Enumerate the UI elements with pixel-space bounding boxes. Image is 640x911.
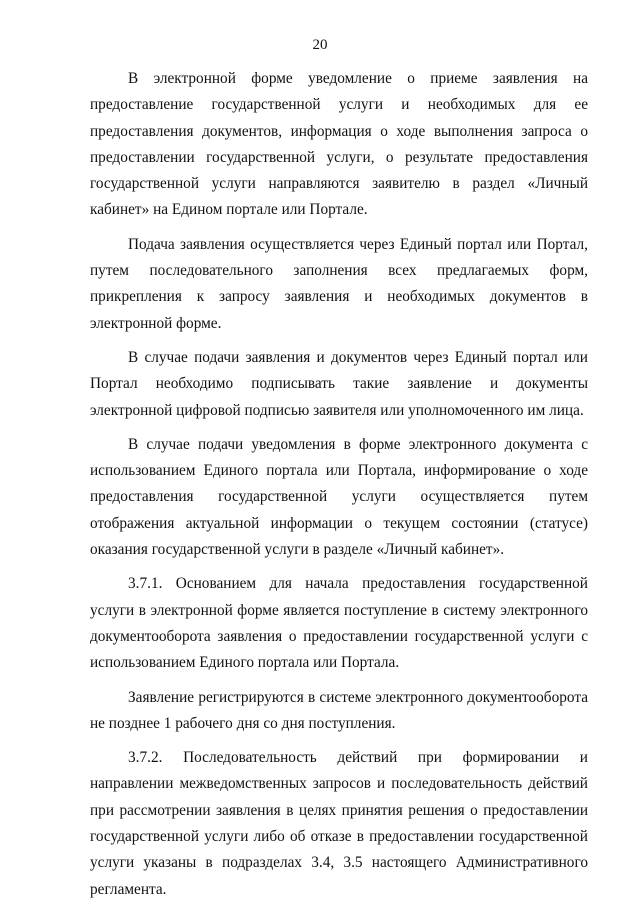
paragraph-application-submission: Подача заявления осуществляется через Единый портал или Портал, путем последовательного заполнения всех предлагаемых форм, прикрепления к запросу заявления и необходимых документов в электронной форме.: [90, 235, 588, 332]
paragraph-status-informing: В случае подачи уведомления в форме электронного документа с использованием Единого портала или Портала, информирование о ходе предоставления государственной услуги осуществляется путем отображения актуальной информации о текущем состоянии (статусе) оказания государственной услуги в разделе «Личный кабинет».: [90, 435, 588, 559]
document-body: [90, 66, 588, 911]
paragraph-electronic-notification: В электронной форме уведомление о приеме заявления на предоставление государственной услуги и необходимых для ее предоставления документов, информация о ходе выполнения запроса о предоставлении государственной услуги, о результате предоставления государственной услуги направляются заявителю в раздел «Личный кабинет» на Едином портале или Портале.: [90, 70, 588, 219]
paragraph-digital-signature: В случае подачи заявления и документов через Единый портал или Портал необходимо подписывать такие заявление и документы электронной цифровой подписью заявителя или уполномоченного им лица.: [90, 348, 588, 419]
paragraph-registration: Заявление регистрируются в системе электронного документооборота не позднее 1 рабочего дня со дня поступления.: [90, 688, 588, 732]
paragraph-3-7-2: 3.7.2. Последовательность действий при формировании и направлении межведомственных запросов и последовательность действий при рассмотрении заявления в целях принятия решения о предоставлении государственной услуги либо об отказе в предоставлении государственной услуги указаны в подразделах 3.4, 3.5 настоящего Административного регламента.: [90, 749, 588, 898]
paragraph-3-7-1: 3.7.1. Основанием для начала предоставления государственной услуги в электронной форме является поступление в систему электронного документооборота заявления о предоставлении государственной услуги с использованием Единого портала или Портала.: [90, 575, 588, 672]
page-number: 20: [312, 37, 328, 53]
